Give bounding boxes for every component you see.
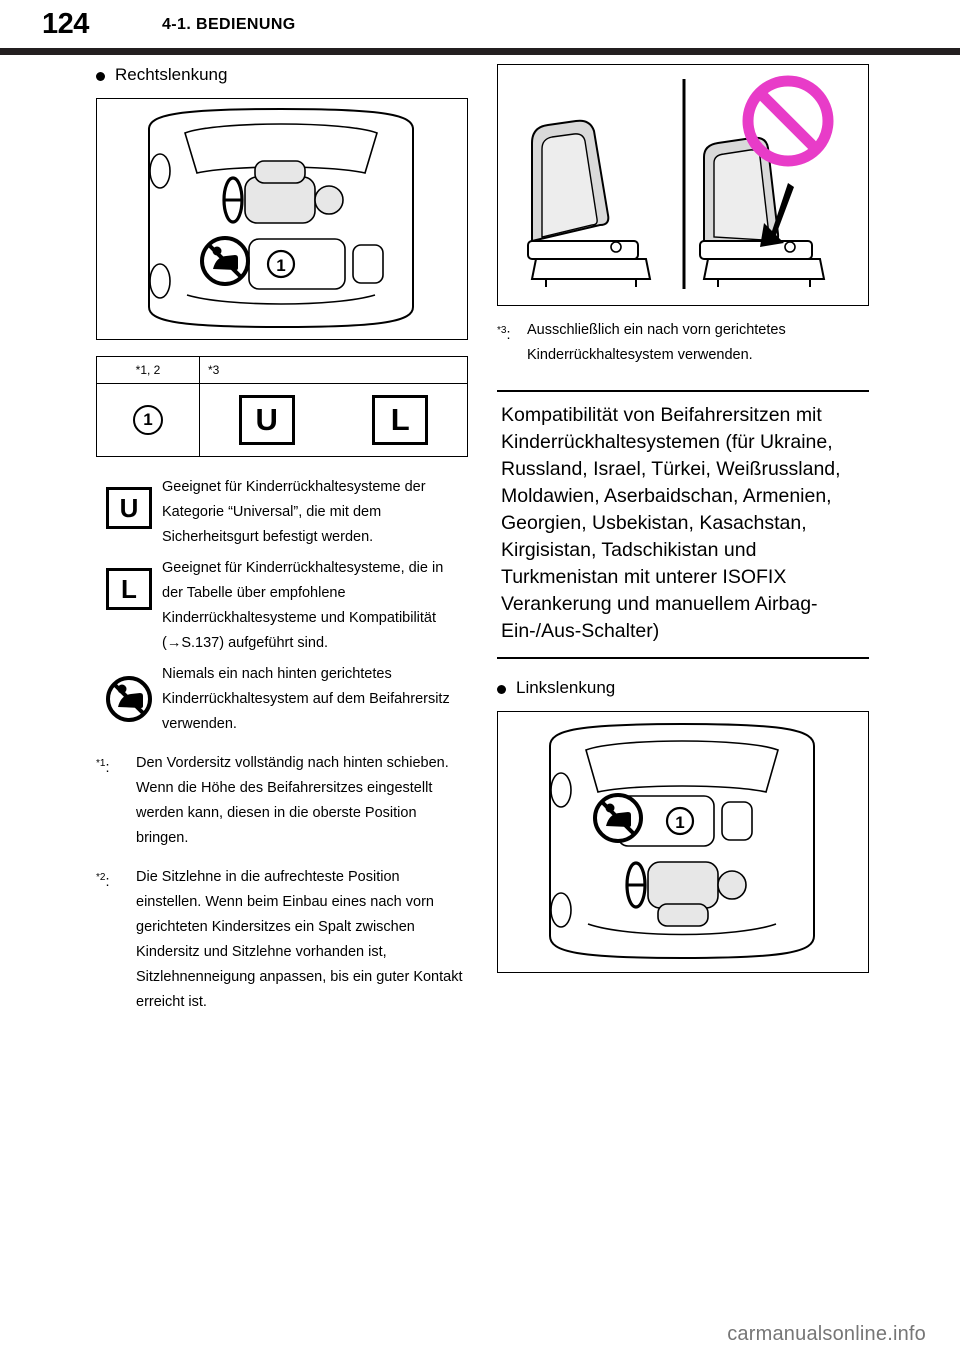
symbol-l-icon: L	[106, 568, 152, 610]
symbol-table-col2-cell	[200, 384, 467, 456]
legend-text-l: Geeignet für Kinderrückhaltesysteme, die in der Tabelle über empfohlene Kinderrückhaltesysteme und Kompatibilität (→S.137) aufgeführt sind.	[162, 560, 444, 651]
legend-item-l	[96, 556, 468, 656]
steering-wheel-icon	[627, 863, 645, 907]
no-rear-facing-child-seat-icon	[202, 238, 248, 284]
symbol-table-header-row	[97, 357, 467, 384]
car-top-view-lhd	[498, 712, 866, 970]
right-column	[497, 64, 869, 973]
symbol-table-col1-header: *1, 2	[97, 357, 200, 383]
symbol-u-icon: U	[106, 487, 152, 529]
right-bullet-heading	[497, 677, 869, 699]
no-rear-facing-child-seat-icon	[104, 674, 154, 724]
footnote-3	[497, 318, 869, 368]
footnote-1-text: Den Vordersitz vollständig nach hinten schieben. Wenn die Höhe des Beifahrersitzes eingestellt werden kann, diesen in die oberste Position bringen.	[136, 755, 449, 846]
footnote-3-text: Ausschließlich ein nach vorn gerichtetes Kinderrückhaltesystem verwenden.	[527, 322, 786, 363]
footnote-3-mark-sup: *3	[497, 325, 507, 336]
child-seat-orientation-figure	[497, 64, 869, 306]
symbol-legend-list	[96, 475, 468, 737]
legend-item-prohibition	[96, 662, 468, 737]
footer-watermark: carmanualsonline.info	[727, 1323, 926, 1345]
left-bullet-label: Rechtslenkung	[115, 65, 228, 84]
chapter-title: 4-1. BEDIENUNG	[162, 16, 296, 33]
legend-item-u	[96, 475, 468, 550]
symbol-l: L	[372, 395, 428, 445]
footnote-3-mark	[497, 318, 527, 368]
right-bullet-label: Linkslenkung	[516, 678, 616, 697]
footnote-2-mark	[96, 865, 136, 1015]
svg-text:1: 1	[675, 813, 685, 832]
legend-text-prohibition: Niemals ein nach hinten gerichtetes Kinderrückhaltesystem auf dem Beifahrersitz verwenden.	[162, 666, 450, 732]
seat-position-marker-1	[667, 808, 693, 834]
symbol-table-body-row	[97, 384, 467, 456]
bullet-dot-icon	[96, 72, 105, 81]
child-seat-comparison-illustration	[498, 65, 866, 303]
footnote-1-mark-sup: *1	[96, 758, 106, 769]
section-heading-box: Kompatibilität von Beifahrersitzen mit Kinderrückhaltesystemen (für Ukraine, Russland, Israel, Türkei, Weißrussland, Moldawien, Aserbaidschan, Armenien, Georgien, Usbekistan, Kasachstan, Kirgisistan, Tadschikistan und Turkmenistan mit unterer ISOFIX Verankerung und manuellem Airbag-Ein-/Aus-Schalter)	[497, 390, 869, 659]
svg-text:1: 1	[276, 256, 286, 275]
seat-position-marker-1	[268, 251, 294, 277]
footnote-1-mark	[96, 751, 136, 851]
legend-symbol-prohibition	[96, 662, 162, 724]
left-column	[96, 64, 468, 1015]
page-header	[0, 0, 960, 52]
footnote-1	[96, 751, 468, 851]
page-number: 124	[42, 8, 89, 40]
symbol-u: U	[239, 395, 295, 445]
car-top-view-rhd	[97, 99, 465, 337]
forward-facing-child-seat-icon	[528, 121, 650, 287]
left-hand-drive-seating-diagram	[497, 711, 869, 973]
footnote-3-colon: :	[506, 326, 511, 343]
right-hand-drive-seating-diagram	[96, 98, 468, 340]
footnote-2-mark-sup: *2	[96, 872, 106, 883]
legend-text-u: Geeignet für Kinderrückhaltesysteme der Kategorie “Universal”, die mit dem Sicherheitsgurt befestigt werden.	[162, 479, 426, 545]
bullet-dot-icon	[497, 685, 506, 694]
prohibition-sign-icon	[748, 81, 828, 161]
footnote-2-text: Die Sitzlehne in die aufrechteste Position einstellen. Wenn beim Einbau eines nach vorn gerichteten Kindersitzes ein Spalt zwischen Kindersitz und Sitzlehne vorhanden ist, Sitzlehnenneigung anpassen, bis ein guter Kontakt erreicht ist.	[136, 869, 463, 1010]
left-bullet-heading	[96, 64, 468, 86]
footnote-2-colon: :	[105, 873, 110, 890]
legend-symbol-u	[96, 475, 162, 529]
symbol-table-col1-cell	[97, 384, 200, 456]
symbol-table-col2-header: *3	[208, 363, 220, 377]
symbol-legend-table	[96, 356, 468, 457]
no-rear-facing-child-seat-icon	[595, 795, 641, 841]
circled-number-1: 1	[133, 405, 163, 435]
legend-symbol-l	[96, 556, 162, 610]
header-divider	[0, 48, 960, 55]
footnote-2	[96, 865, 468, 1015]
footnote-1-colon: :	[105, 759, 110, 776]
steering-wheel-icon	[224, 178, 242, 222]
